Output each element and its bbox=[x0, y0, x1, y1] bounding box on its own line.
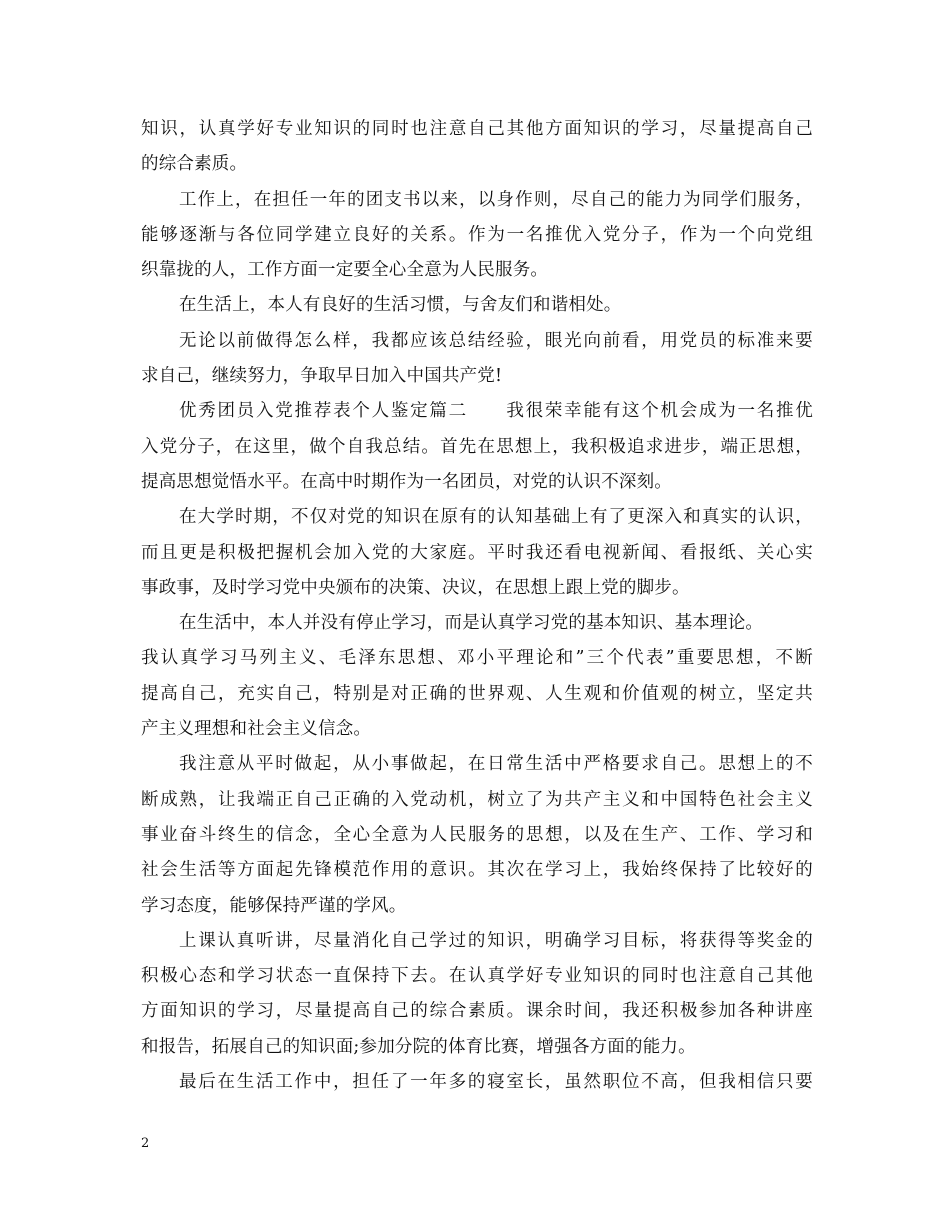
text-line: 社会生活等方面起先锋模范作用的意识。其次在学习上，我始终保持了比较好的 bbox=[141, 860, 813, 881]
text-line: 和报告，拓展自己的知识面;参加分院的体育比赛，增强各方面的能力。 bbox=[141, 1036, 696, 1057]
text-line: 入党分子，在这里，做个自我总结。首先在思想上，我积极追求进步，端正思想， bbox=[141, 436, 813, 457]
text-line: 在生活中，本人并没有停止学习，而是认真学习党的基本知识、基本理论。 bbox=[179, 613, 764, 634]
text-line: 织靠拢的人，工作方面一定要全心全意为人民服务。 bbox=[141, 260, 549, 281]
text-line: 最后在生活工作中，担任了一年多的寝室长，虽然职位不高，但我相信只要 bbox=[179, 1072, 813, 1093]
text-line: 产主义理想和社会主义信念。 bbox=[141, 719, 372, 740]
text-line: 积极心态和学习状态一直保持下去。在认真学好专业知识的同时也注意自己其他 bbox=[141, 966, 813, 987]
text-line: 优秀团员入党推荐表个人鉴定篇二 我很荣幸能有这个机会成为一名推优 bbox=[179, 401, 813, 422]
page-number: 2 bbox=[141, 1136, 150, 1151]
text-line: 在生活上，本人有良好的生活习惯，与舍友们和谐相处。 bbox=[179, 295, 622, 316]
text-line: 知识，认真学好专业知识的同时也注意自己其他方面知识的学习，尽量提高自己 bbox=[141, 119, 813, 139]
text-line: 事业奋斗终生的信念，全心全意为人民服务的思想，以及在生产、工作、学习和 bbox=[141, 824, 813, 845]
body-text bbox=[141, 112, 813, 1100]
text-line: 的综合素质。 bbox=[141, 154, 248, 175]
text-line: 方面知识的学习，尽量提高自己的综合素质。课余时间，我还积极参加各种讲座 bbox=[141, 1001, 813, 1022]
text-line: 无论以前做得怎么样，我都应该总结经验，眼光向前看，用党员的标准来要 bbox=[179, 330, 813, 351]
text-line: 上课认真听讲，尽量消化自己学过的知识，明确学习目标，将获得等奖金的 bbox=[179, 930, 813, 951]
text-line: 提高思想觉悟水平。在高中时期作为一名团员，对党的认识不深刻。 bbox=[141, 471, 672, 492]
text-line: 提高自己，充实自己，特别是对正确的世界观、人生观和价值观的树立，坚定共 bbox=[141, 683, 813, 704]
text-line: 我注意从平时做起，从小事做起，在日常生活中严格要求自己。思想上的不 bbox=[179, 754, 813, 775]
text-line: 而且更是积极把握机会加入党的大家庭。平时我还看电视新闻、看报纸、关心实 bbox=[141, 542, 813, 563]
text-line: 求自己，继续努力，争取早日加入中国共产党! bbox=[141, 366, 503, 387]
text-line: 能够逐渐与各位同学建立良好的关系。作为一名推优入党分子，作为一个向党组 bbox=[141, 224, 813, 245]
text-line: 在大学时期，不仅对党的知识在原有的认知基础上有了更深入和真实的认识， bbox=[179, 507, 813, 528]
text-line: 我认真学习马列主义、毛泽东思想、邓小平理论和”三个代表”重要思想，不断 bbox=[141, 648, 813, 669]
text-line: 断成熟，让我端正自己正确的入党动机，树立了为共产主义和中国特色社会主义 bbox=[141, 789, 813, 810]
text-line: 学习态度，能够保持严谨的学风。 bbox=[141, 895, 407, 916]
text-line: 事政事，及时学习党中央颁布的决策、决议，在思想上跟上党的脚步。 bbox=[141, 577, 690, 598]
text-line: 工作上，在担任一年的团支书以来，以身作则，尽自己的能力为同学们服务， bbox=[179, 189, 813, 210]
